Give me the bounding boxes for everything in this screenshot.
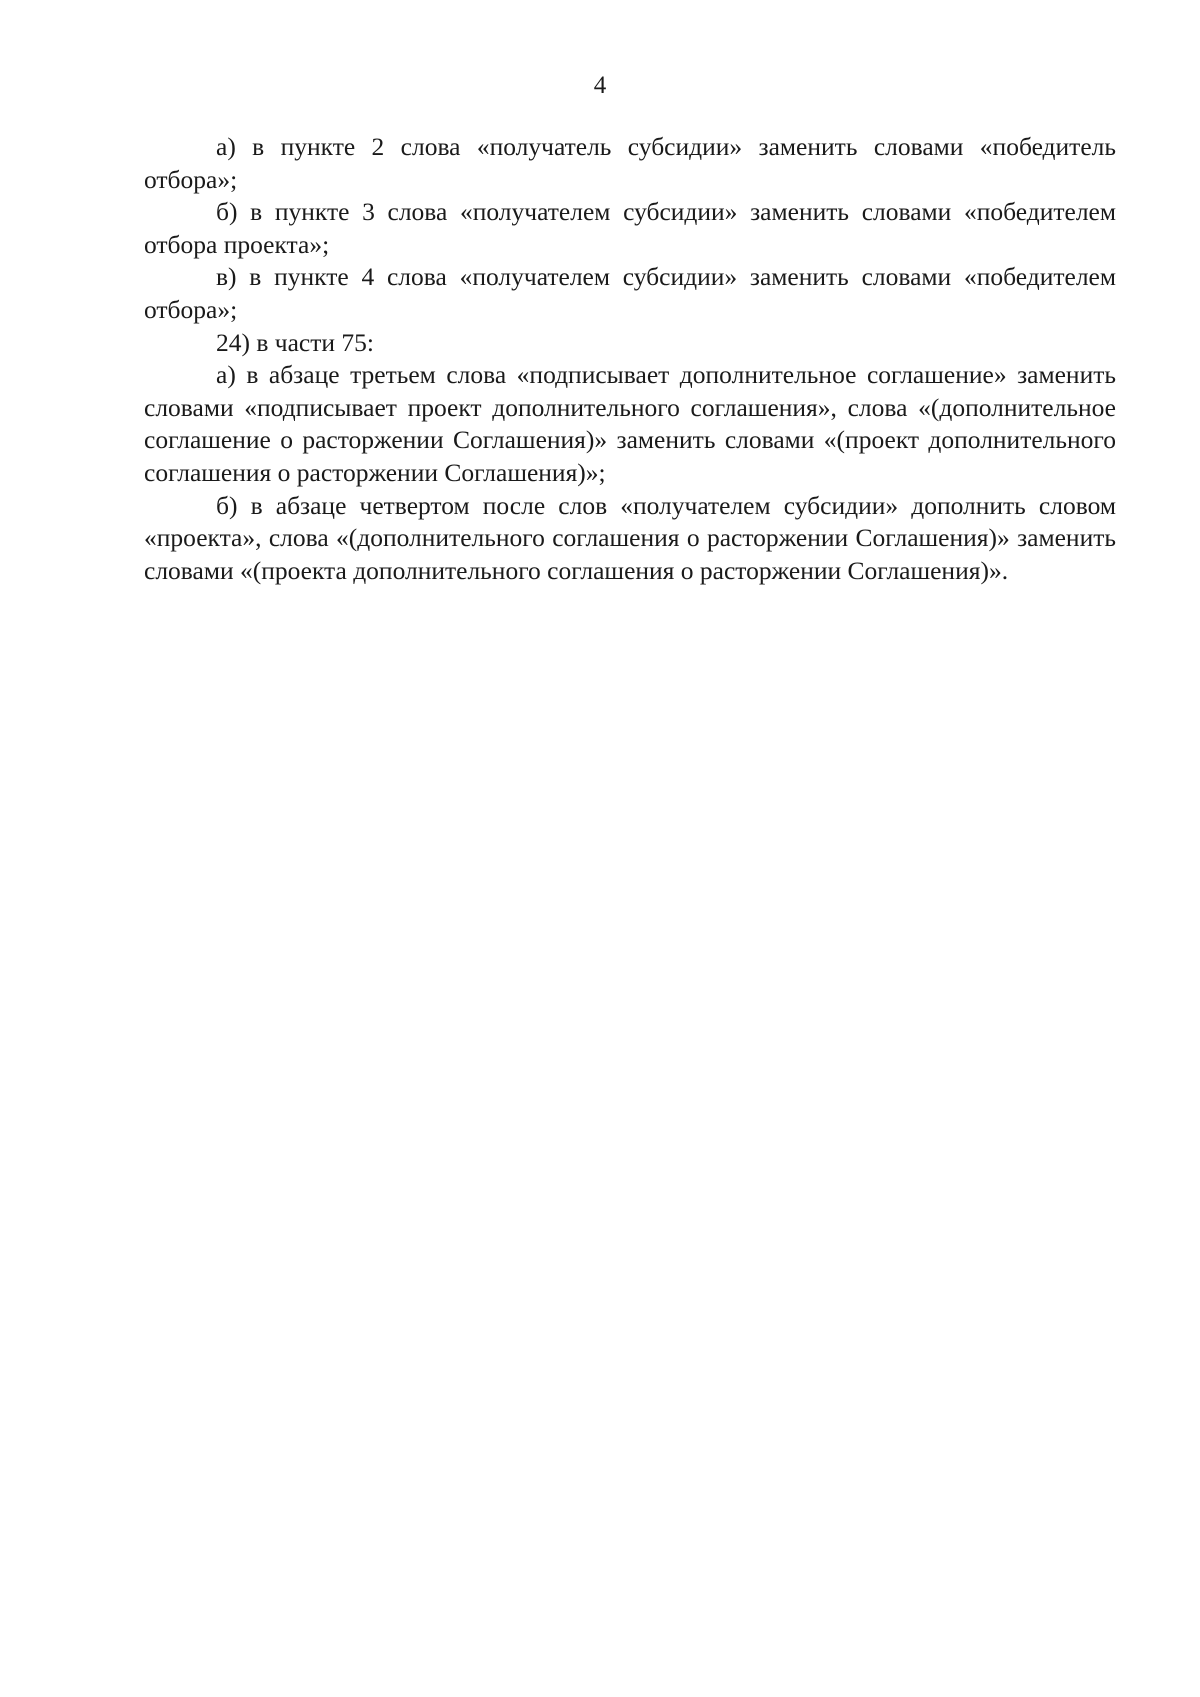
paragraph-2-a: а) в пункте 2 слова «получатель субсидии» заменить словами «победитель отбора»;: [144, 132, 1116, 194]
paragraph-3-b: б) в пункте 3 слова «получателем субсидии» заменить словами «победителем отбора проекта»;: [144, 197, 1116, 259]
paragraph-75-b: б) в абзаце четвертом после слов «получателем субсидии» дополнить словом «проекта», слова «(дополнительного соглашения о расторжении Соглашения)» заменить словами «(проекта дополнительного соглашения о расторжении Соглашения)».: [144, 490, 1116, 585]
section-24-heading: 24) в части 75:: [216, 327, 374, 357]
document-body: [144, 131, 1116, 587]
paragraph-4-v: в) в пункте 4 слова «получателем субсидии» заменить словами «победителем отбора»;: [144, 262, 1116, 324]
page-number: 4: [593, 72, 607, 99]
paragraph-75-a: а) в абзаце третьем слова «подписывает дополнительное соглашение» заменить словами «подписывает проект дополнительного соглашения», слова «(дополнительное соглашение о расторжении Соглашения)» заменить словами «(проект дополнительного соглашения о расторжении Соглашения)»;: [144, 360, 1116, 487]
